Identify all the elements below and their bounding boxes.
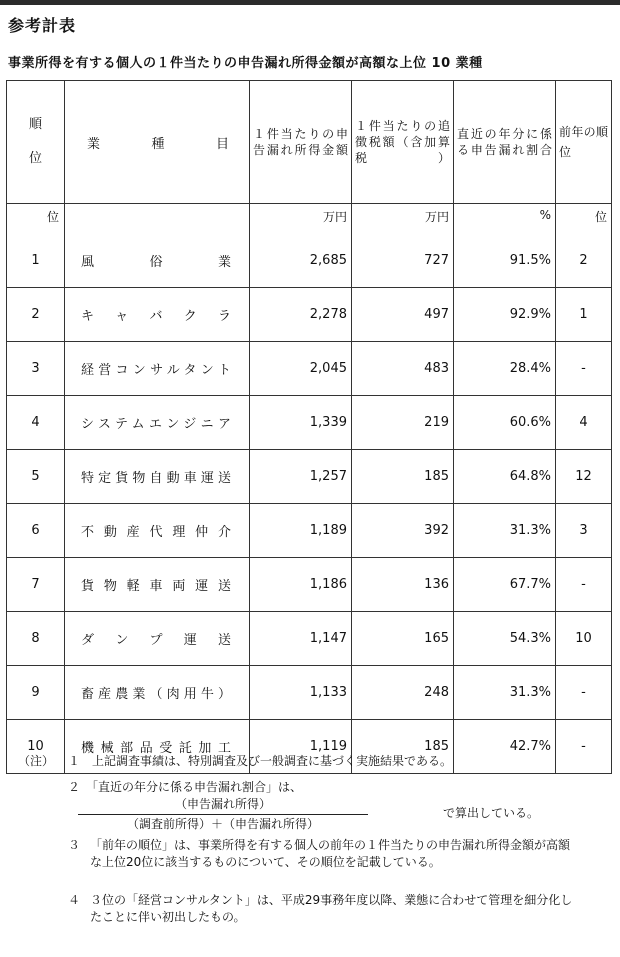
ratio-cell: 60.6% [454,396,556,450]
prev-rank-cell: - [556,342,612,396]
unit-income: 万円 [250,204,352,235]
table-row [7,504,612,558]
tax-cell: 497 [352,288,454,342]
ratio-cell: 31.3% [454,666,556,720]
income-cell: 2,045 [250,342,352,396]
rank-cell: 5 [7,450,65,504]
prev-rank-cell: - [556,720,612,774]
industry-cell: 特定貨物自動車運送 [65,450,250,504]
note-4-text: ３位の「経営コンサルタント」は、平成29事務年度以降、業態に合わせて管理を細分化したことに伴い初出したもの。 [90,893,573,924]
prev-rank-cell: 1 [556,288,612,342]
industry-cell: 風俗業 [65,234,250,288]
note-1 [18,753,452,770]
income-cell: 1,119 [250,720,352,774]
table-row [7,450,612,504]
unit-row [7,204,612,235]
formula-tail: で算出している。 [443,806,540,820]
table-row [7,342,612,396]
ratio-cell: 54.3% [454,612,556,666]
industry-cell: 機械部品受託加工 [65,720,250,774]
tax-cell: 185 [352,450,454,504]
industry-cell: システムエンジニア [65,396,250,450]
income-cell: 2,685 [250,234,352,288]
income-cell: 1,133 [250,666,352,720]
ratio-cell: 67.7% [454,558,556,612]
table-caption: 事業所得を有する個人の１件当たりの申告漏れ所得金額が高額な上位 10 業種 [8,56,483,71]
prev-rank-cell: 3 [556,504,612,558]
rank-cell: 8 [7,612,65,666]
rank-cell: 9 [7,666,65,720]
table-row [7,666,612,720]
page-title: 参考計表 [8,16,77,35]
header-row [7,81,612,204]
note-2: ２ 「直近の年分に係る申告漏れ割合」は、 [68,780,303,794]
formula-numerator: （申告漏れ所得） [78,796,368,815]
note-4 [68,892,578,926]
prev-rank-cell: - [556,558,612,612]
tax-cell: 136 [352,558,454,612]
industry-cell: 経営コンサルタント [65,342,250,396]
income-cell: 2,278 [250,288,352,342]
prev-rank-cell: 4 [556,396,612,450]
tax-cell: 219 [352,396,454,450]
rank-cell: 7 [7,558,65,612]
rank-cell: 4 [7,396,65,450]
top-bar [0,0,620,5]
unit-rank: 位 [7,204,65,235]
ratio-cell: 42.7% [454,720,556,774]
industry-cell: ダンプ運送 [65,612,250,666]
header-tax: １件当たりの追徴税額（含加算税） [352,81,454,204]
unit-industry [65,204,250,235]
income-cell: 1,147 [250,612,352,666]
note-3-number: ３ [68,838,81,852]
note-4-number: ４ [68,893,81,907]
formula [78,796,368,833]
header-rank [7,81,65,204]
ratio-cell: 31.3% [454,504,556,558]
tax-cell: 392 [352,504,454,558]
income-cell: 1,186 [250,558,352,612]
rank-cell: 10 [7,720,65,774]
tax-cell: 727 [352,234,454,288]
ratio-cell: 92.9% [454,288,556,342]
ranking-table [6,80,612,774]
table-row [7,612,612,666]
tax-cell: 248 [352,666,454,720]
note-3 [68,837,578,871]
unit-ratio: % [454,204,556,235]
prev-rank-cell: 12 [556,450,612,504]
ratio-cell: 28.4% [454,342,556,396]
table-row [7,234,612,288]
prev-rank-cell: 10 [556,612,612,666]
unit-tax: 万円 [352,204,454,235]
rank-cell: 2 [7,288,65,342]
formula-denominator: （調査前所得）＋（申告漏れ所得） [126,817,319,831]
notes-label: （注） [18,754,55,768]
industry-cell: キャバクラ [65,288,250,342]
header-ratio: 直近の年分に係る申告漏れ割合 [454,81,556,204]
industry-cell: 貨物軽車両運送 [65,558,250,612]
ratio-cell: 64.8% [454,450,556,504]
rank-cell: 6 [7,504,65,558]
table-row [7,558,612,612]
tax-cell: 185 [352,720,454,774]
income-cell: 1,339 [250,396,352,450]
prev-rank-cell: 2 [556,234,612,288]
rank-cell: 3 [7,342,65,396]
income-cell: 1,189 [250,504,352,558]
tax-cell: 165 [352,612,454,666]
industry-cell: 不動産代理仲介 [65,504,250,558]
header-prev-rank: 前年の順位 [556,81,612,204]
note-1-text: １ 上記調査事績は、特別調査及び一般調査に基づく実施結果である。 [68,754,453,768]
income-cell: 1,257 [250,450,352,504]
note-3-text: 「前年の順位」は、事業所得を有する個人の前年の１件当たりの申告漏れ所得金額が高額な上位20位に該当するものについて、その順位を記載している。 [90,838,571,869]
industry-cell: 畜産農業（肉用牛） [65,666,250,720]
header-income: １件当たりの申告漏れ所得金額 [250,81,352,204]
table-row [7,288,612,342]
table-row [7,396,612,450]
tax-cell: 483 [352,342,454,396]
ratio-cell: 91.5% [454,234,556,288]
unit-prev: 位 [556,204,612,235]
header-rank-text: 順 位 [28,117,42,166]
header-industry: 業種目 [65,81,250,204]
rank-cell: 1 [7,234,65,288]
prev-rank-cell: - [556,666,612,720]
